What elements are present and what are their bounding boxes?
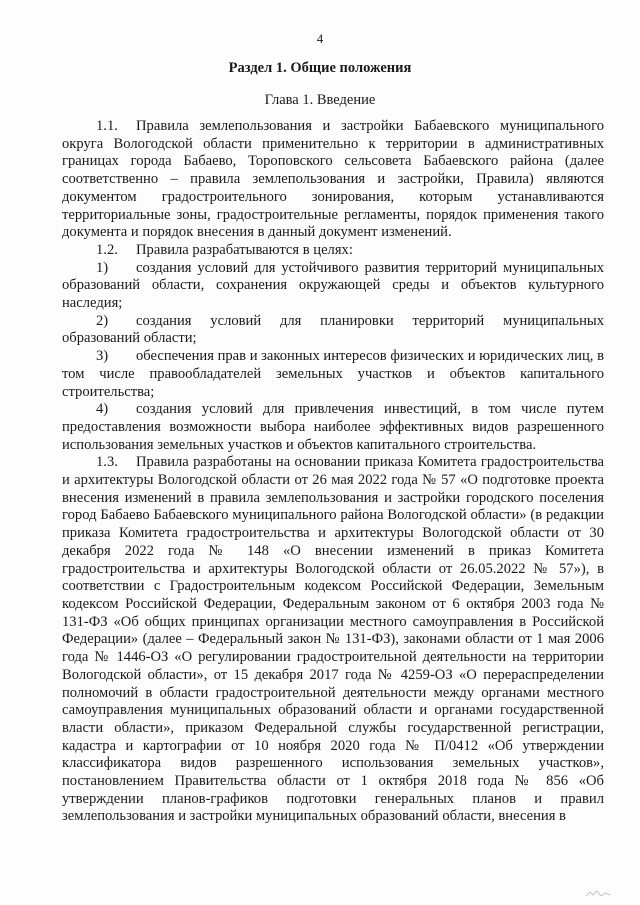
list-item-text: создания условий для планировки территорий муниципальных образований области; [62,312,604,347]
list-item-number: 1) [96,259,109,276]
paragraph-text: Правила землепользования и застройки Бабаевского муниципального округа Вологодской области применительно к территории в административных границах города Бабаево, Тороповского сельсовета Бабаевского района (далее соответственно – правила землепользования и застройки, Правила) являются документом градостроительного зонирования, которым устанавливаются территориальные зоны, градостроительные регламенты, порядок применения такого документа и порядок внесения в данный документ изменений. [62,118,604,241]
paragraph-1-2 [62,242,604,260]
list-item-text: создания условий для устойчивого развития территорий муниципальных образований области, сохранения окружающей среды и объектов культурного наследия; [62,259,604,312]
list-item-number: 3) [96,348,109,365]
paragraph-text: Правила разработаны на основании приказа Комитета градостроительства и архитектуры Вологодской области от 26 мая 2022 года № 57 «О подготовке проекта внесения изменений в правила землепользования и застройки городского поселения город Бабаево Бабаевского муниципального района Вологодской области» (в редакции приказа Комитета градостроительства и архитектуры Вологодской области от 30 декабря 2022 года № 148 «О внесении изменений в приказ Комитета градостроительства и архитектуры Вологодской области от 26.05.2022 № 57»), в соответствии с Градостроительным кодексом Российской Федерации, Земельным кодексом Российской Федерации, Федеральным законом от 6 октября 2003 года № 131-ФЗ «Об общих принципах организации местного самоуправления в Российской Федерации» (далее – Федеральный закон № 131-ФЗ), законами области от 1 мая 2006 года № 1446-ОЗ «О регулировании градостроительной деятельности на территории Вологодской области», от 15 декабря 2017 года № 4259-ОЗ «О перераспределении полномочий в области градостроительной деятельности между органами местного самоуправления муниципальных образований области и органами государственной власти области», приказом Федеральной службы государственной регистрации, кадастра и картографии от 10 ноября 2020 года № П/0412 «Об утверждении классификатора видов разрешенного использования земельных участков», постановлением Правительства области от 1 октября 2018 года № 856 «Об утверждении планов-графиков подготовки генеральных планов и правил землепользования и застройки муниципальных образований области, внесения в [62,454,604,825]
list-item-2 [62,313,604,348]
chapter-title: Глава 1. Введение [264,92,376,108]
paragraph-number: 1.3. [96,454,118,471]
paragraph-text: Правила разрабатываются в целях: [136,241,353,258]
page-number: 4 [316,31,324,46]
list-item-number: 2) [96,312,109,329]
list-item-3 [62,348,604,401]
list-item-4 [62,401,604,454]
paragraph-1-1 [62,118,604,242]
paragraph-number: 1.1. [96,118,118,134]
list-item-number: 4) [96,401,109,418]
document-body [62,118,604,826]
section-title: Раздел 1. Общие положения [228,60,412,76]
paragraph-1-3 [62,454,604,826]
paragraph-number: 1.2. [96,241,118,258]
scan-mark-icon [584,889,612,899]
list-item-text: обеспечения прав и законных интересов физических и юридических лиц, в том числе правообладателей земельных участков и объектов капитального строительства; [62,348,604,400]
list-item-1 [62,260,604,313]
list-item-text: создания условий для привлечения инвестиций, в том числе путем предоставления возможности выбора наиболее эффективных видов разрешенного использования земельных участков и объектов капитального строительства. [62,401,604,453]
